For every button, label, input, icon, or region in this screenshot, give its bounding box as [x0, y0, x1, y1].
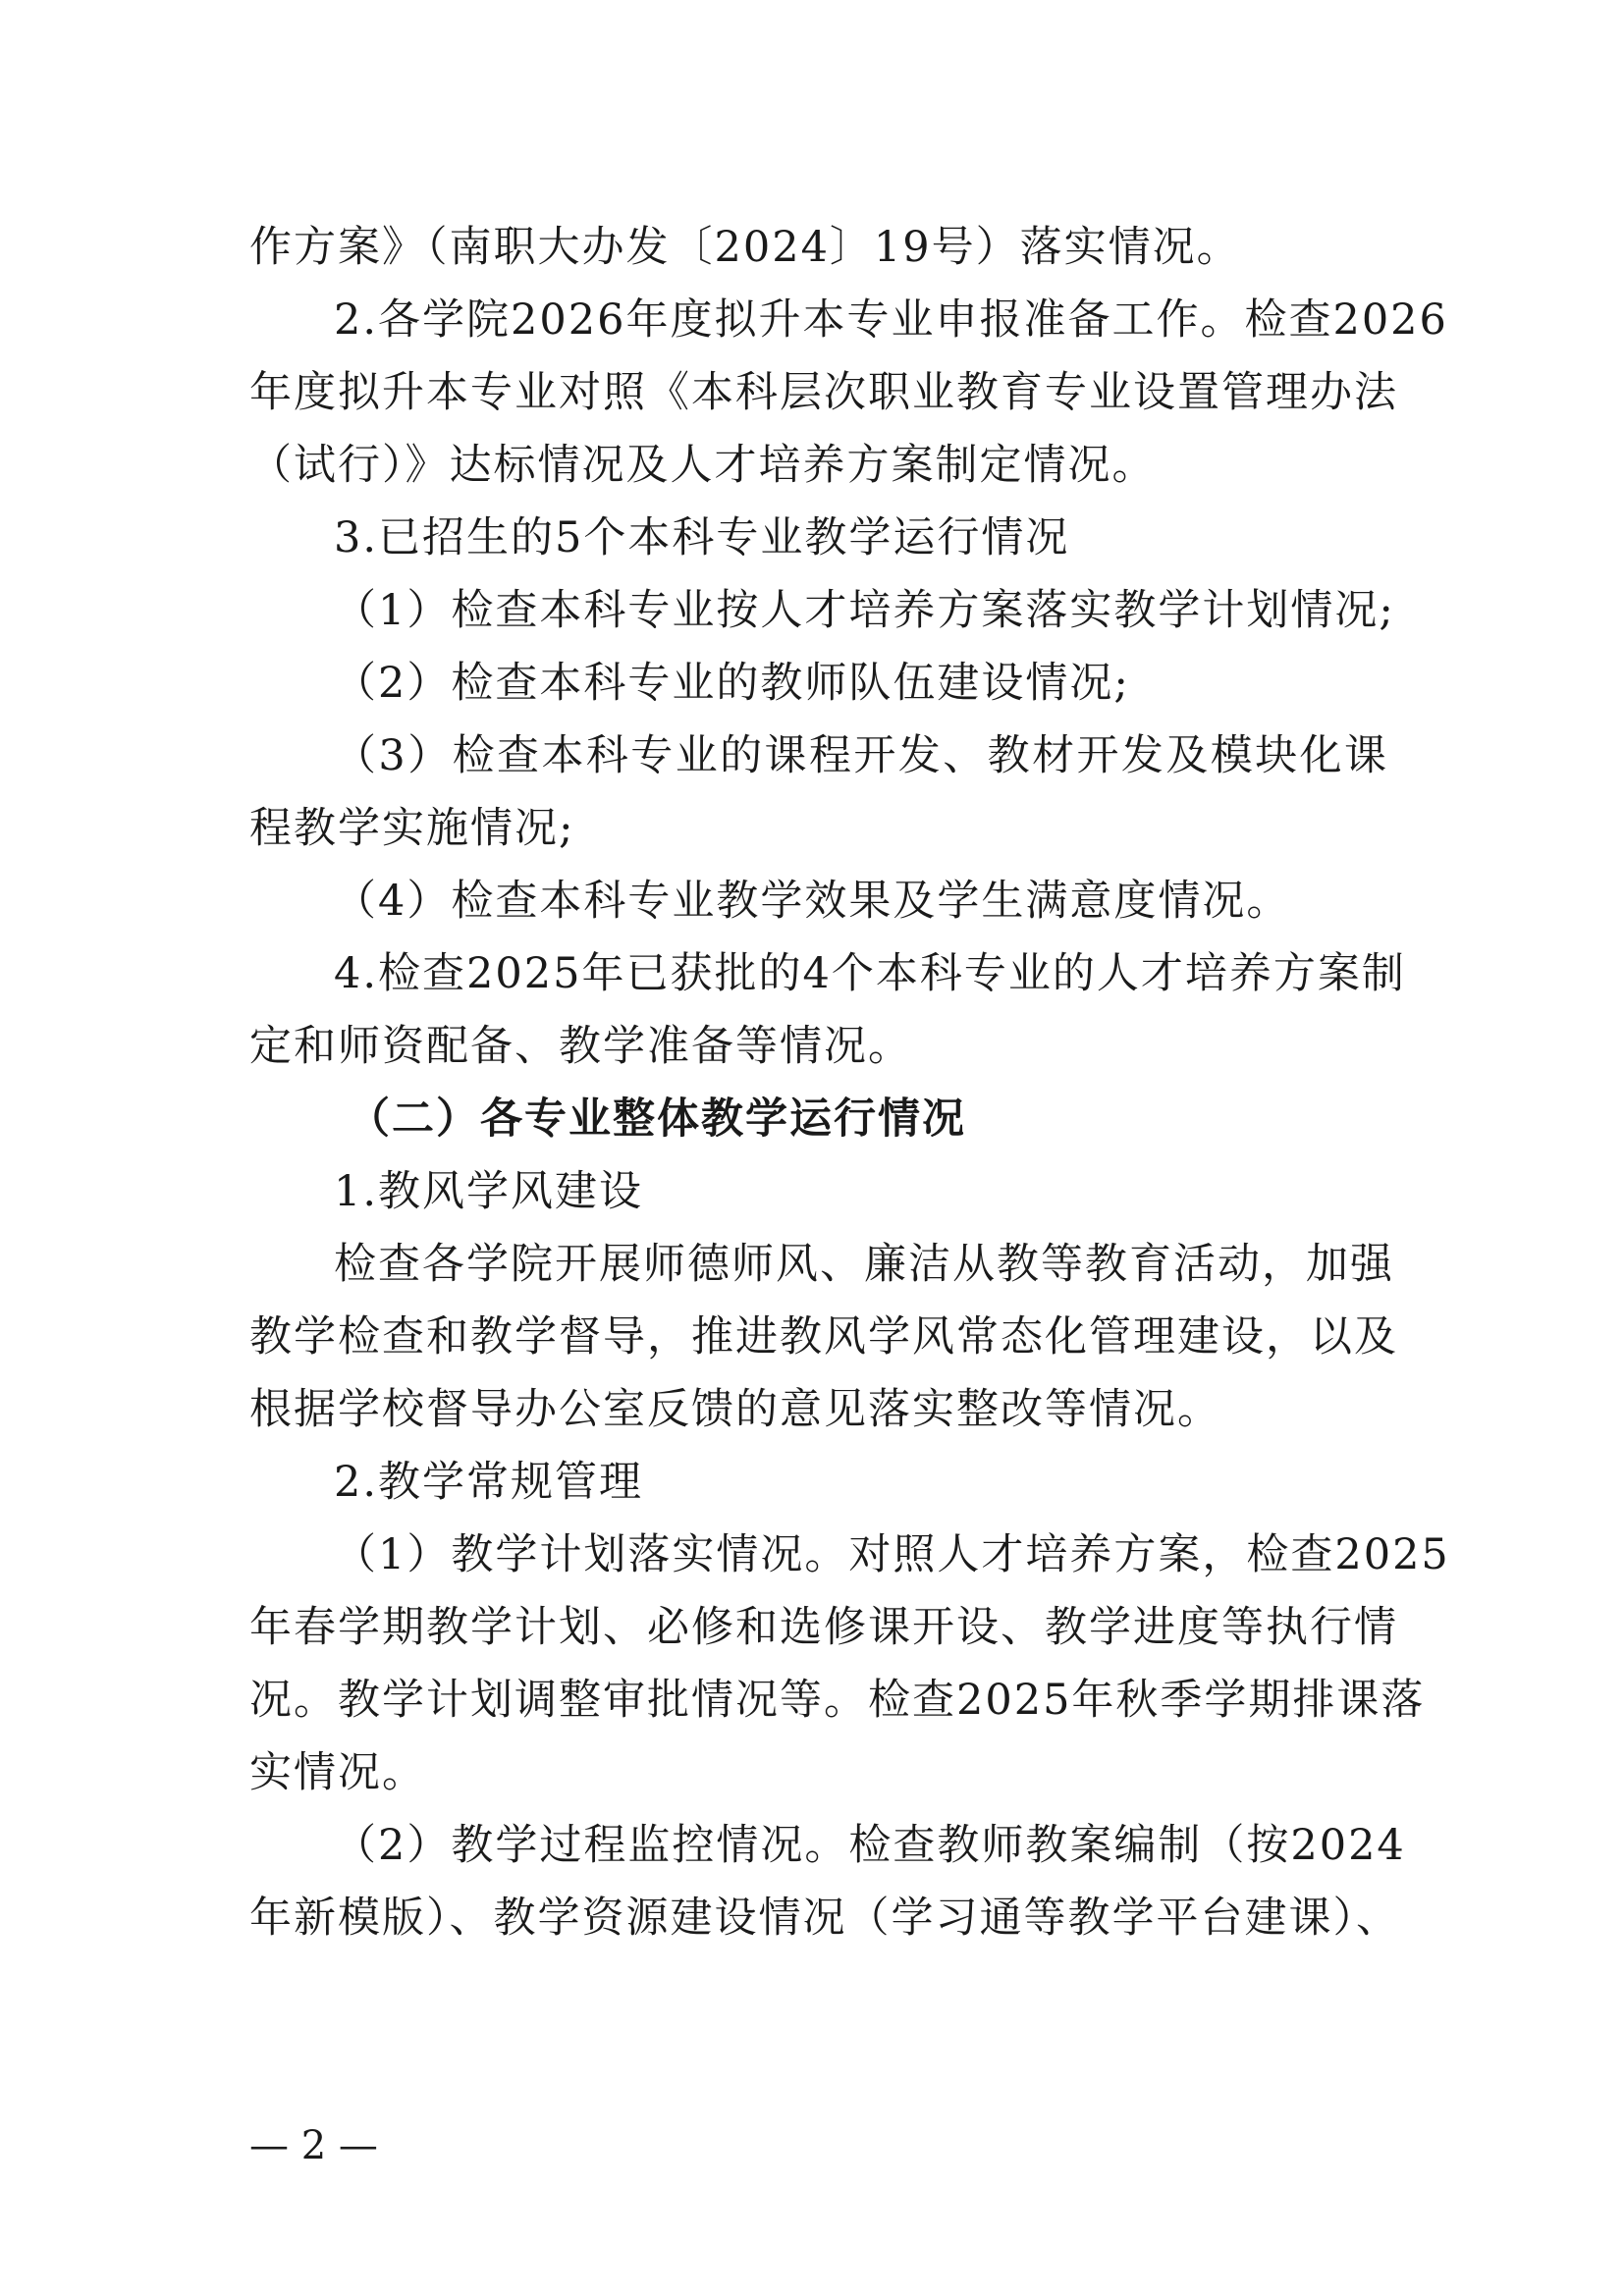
paragraph-line: 根据学校督导办公室反馈的意见落实整改等情况。	[249, 1385, 1221, 1434]
paragraph-line: 况。教学计划调整审批情况等。检查2025年秋季学期排课落	[249, 1676, 1426, 1725]
page-number: — 2 —	[249, 2123, 378, 2168]
paragraph-line: （1）教学计划落实情况。对照人才培养方案，检查2025	[334, 1530, 1450, 1579]
paragraph-line: （1）检查本科专业按人才培养方案落实教学计划情况;	[334, 586, 1395, 635]
paragraph-line: 教学检查和教学督导，推进教风学风常态化管理建设，以及	[249, 1312, 1398, 1362]
paragraph-line: 检查各学院开展师德师风、廉洁从教等教育活动，加强	[334, 1240, 1394, 1289]
subsection-heading: 1.教风学风建设	[334, 1167, 644, 1216]
paragraph-line: 年度拟升本专业对照《本科层次职业教育专业设置管理办法	[249, 368, 1398, 417]
subsection-heading: 2.教学常规管理	[334, 1458, 644, 1507]
paragraph-line: （2）检查本科专业的教师队伍建设情况;	[334, 659, 1130, 708]
paragraph-line: （2）教学过程监控情况。检查教师教案编制（按2024	[334, 1821, 1406, 1870]
paragraph-line: 4.检查2025年已获批的4个本科专业的人才培养方案制	[334, 949, 1406, 998]
paragraph-line: 2.各学院2026年度拟升本专业申报准备工作。检查2026	[334, 295, 1448, 345]
paragraph-line: （3）检查本科专业的课程开发、教材开发及模块化课	[334, 731, 1388, 780]
paragraph-line: 程教学实施情况;	[249, 804, 575, 853]
paragraph-line: 年新模版）、教学资源建设情况（学习通等教学平台建课）、	[249, 1894, 1400, 1943]
paragraph-line: （4）检查本科专业教学效果及学生满意度情况。	[334, 877, 1291, 926]
paragraph-line: （试行）》达标情况及人才培养方案制定情况。	[249, 441, 1157, 490]
section-heading: （二）各专业整体教学运行情况	[348, 1095, 966, 1144]
paragraph-line: 实情况。	[249, 1748, 426, 1797]
paragraph-line: 定和师资配备、教学准备等情况。	[249, 1022, 912, 1071]
paragraph-line: 年春学期教学计划、必修和选修课开设、教学进度等执行情	[249, 1603, 1398, 1652]
paragraph-line: 3.已招生的5个本科专业教学运行情况	[334, 513, 1070, 562]
paragraph-line: 作方案》（南职大办发〔2024〕19号）落实情况。	[249, 223, 1241, 272]
